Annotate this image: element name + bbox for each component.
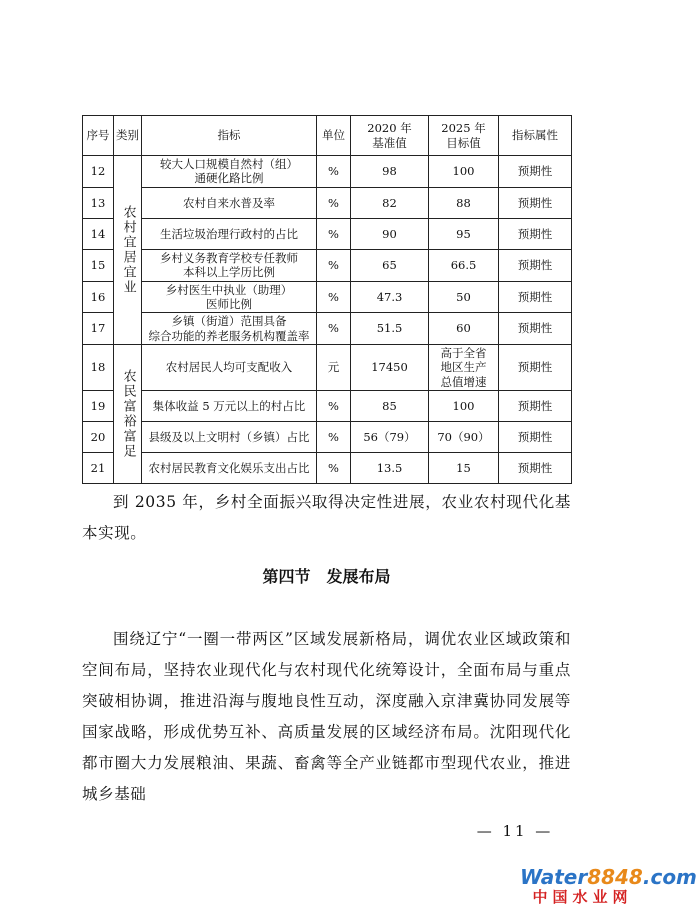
header-indicator: 指标 [142,116,317,156]
row-seq: 15 [83,249,114,281]
table-row [83,345,572,391]
table-row [83,281,572,313]
watermark-brand-number: 8848 [587,865,643,889]
row-seq: 16 [83,281,114,313]
watermark-brand-word: Water [520,865,588,889]
table-row [83,156,572,188]
row-indicator: 乡村义务教育学校专任教师 本科以上学历比例 [142,249,317,281]
row-indicator: 集体收益 5 万元以上的村占比 [142,391,317,422]
row-indicator: 县级及以上文明村（乡镇）占比 [142,422,317,453]
row-baseline: 13.5 [351,453,429,484]
row-target: 60 [429,313,499,345]
row-unit: % [317,453,351,484]
table-row [83,391,572,422]
row-indicator: 乡村医生中执业（助理） 医师比例 [142,281,317,313]
row-unit: % [317,391,351,422]
row-unit: % [317,422,351,453]
header-baseline: 2020 年 基准值 [351,116,429,156]
row-indicator: 农村自来水普及率 [142,187,317,218]
row-baseline: 17450 [351,345,429,391]
watermark-brand-suffix: .com [642,865,697,889]
row-attribute: 预期性 [499,422,572,453]
header-unit: 单位 [317,116,351,156]
row-baseline: 51.5 [351,313,429,345]
row-attribute: 预期性 [499,218,572,249]
table-row [83,313,572,345]
indicator-table [82,115,572,484]
row-attribute: 预期性 [499,345,572,391]
row-seq: 18 [83,345,114,391]
row-target: 70（90） [429,422,499,453]
row-attribute: 预期性 [499,249,572,281]
header-target: 2025 年 目标值 [429,116,499,156]
row-indicator: 较大人口规模自然村（组） 通硬化路比例 [142,156,317,188]
table-row [83,453,572,484]
watermark-brand [520,865,697,889]
row-baseline: 82 [351,187,429,218]
row-unit: % [317,313,351,345]
row-seq: 12 [83,156,114,188]
row-seq: 13 [83,187,114,218]
row-attribute: 预期性 [499,453,572,484]
row-seq: 21 [83,453,114,484]
row-target: 66.5 [429,249,499,281]
row-baseline: 98 [351,156,429,188]
row-attribute: 预期性 [499,391,572,422]
row-target: 95 [429,218,499,249]
row-baseline: 85 [351,391,429,422]
row-baseline: 90 [351,218,429,249]
row-attribute: 预期性 [499,313,572,345]
row-target: 高于全省 地区生产 总值增速 [429,345,499,391]
row-seq: 14 [83,218,114,249]
row-indicator: 乡镇（街道）范围具备 综合功能的养老服务机构覆盖率 [142,313,317,345]
row-target: 88 [429,187,499,218]
table-row [83,218,572,249]
row-unit: 元 [317,345,351,391]
category-rich: 农民富裕富足 [120,369,136,460]
row-attribute: 预期性 [499,281,572,313]
paragraph-2035-goal: 到 2035 年，乡村全面振兴取得决定性进展，农业农村现代化基本实现。 [82,493,571,542]
category-cell-rich [114,345,142,484]
paragraph-development-layout: 围绕辽宁“一圈一带两区”区域发展新格局，调优农业区域政策和空间布局，坚持农业现代化与农村现代化统筹设计，全面布局与重点突破相协调，推进沿海与腹地良性互动，深度融入京津冀协同发展等国家战略，形成优势互补、高质量发展的区域经济布局。沈阳现代化都市圈大力发展粮油、果蔬、畜禽等全产业链都市型现代农业，推进城乡基础 [82,630,571,803]
row-indicator: 农村居民教育文化娱乐支出占比 [142,453,317,484]
header-seq: 序号 [83,116,114,156]
row-baseline: 47.3 [351,281,429,313]
row-target: 15 [429,453,499,484]
row-baseline: 56（79） [351,422,429,453]
row-indicator: 生活垃圾治理行政村的占比 [142,218,317,249]
row-attribute: 预期性 [499,187,572,218]
table-header-row [83,116,572,156]
row-seq: 17 [83,313,114,345]
row-target: 50 [429,281,499,313]
row-seq: 19 [83,391,114,422]
table-row [83,187,572,218]
row-target: 100 [429,156,499,188]
watermark-chinese-name: 中国水业网 [532,888,633,906]
row-unit: % [317,218,351,249]
row-seq: 20 [83,422,114,453]
table-row [83,422,572,453]
header-category: 类别 [114,116,142,156]
row-attribute: 预期性 [499,156,572,188]
category-livable: 农村宜居宜业 [120,205,136,295]
row-baseline: 65 [351,249,429,281]
row-indicator: 农村居民人均可支配收入 [142,345,317,391]
page-number: — 11 — [476,822,554,840]
header-attribute: 指标属性 [499,116,572,156]
category-cell-livable [114,156,142,345]
row-unit: % [317,156,351,188]
row-unit: % [317,281,351,313]
watermark-logo [520,865,697,906]
table-row [83,249,572,281]
section-heading: 第四节 发展布局 [262,567,391,586]
row-unit: % [317,187,351,218]
row-unit: % [317,249,351,281]
row-target: 100 [429,391,499,422]
